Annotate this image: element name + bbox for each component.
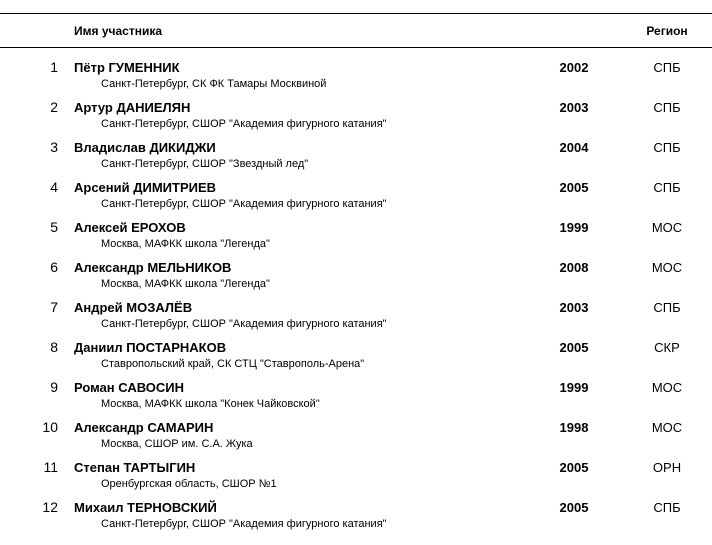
participant-number: 9 [50, 379, 58, 395]
participant-row [0, 59, 712, 99]
participant-name: Александр САМАРИН [74, 420, 214, 435]
participant-birth-year: 1998 [559, 420, 589, 435]
table-header [0, 15, 712, 47]
participant-region: СПБ [653, 500, 681, 515]
participant-name: Пётр ГУМЕННИК [74, 60, 180, 75]
participant-name: Владислав ДИКИДЖИ [74, 140, 216, 155]
participant-name: Артур ДАНИЕЛЯН [74, 100, 191, 115]
participant-number: 1 [50, 59, 58, 75]
participant-row [0, 99, 712, 139]
participant-row [0, 179, 712, 219]
participant-name: Роман САВОСИН [74, 380, 185, 395]
participant-birth-year: 2005 [559, 500, 589, 515]
participant-name: Александр МЕЛЬНИКОВ [74, 260, 232, 275]
participant-birth-year: 1999 [559, 380, 589, 395]
participant-region: СПБ [653, 140, 681, 155]
participant-birth-year: 2005 [559, 460, 589, 475]
participant-row [0, 259, 712, 299]
participant-number: 10 [42, 419, 58, 435]
participant-row [0, 139, 712, 179]
participant-number: 3 [50, 139, 58, 155]
participant-region: СПБ [653, 100, 681, 115]
header-rule [0, 47, 712, 48]
participant-club: Москва, МАФКК школа "Легенда" [101, 238, 270, 250]
participant-region: МОС [651, 260, 683, 275]
participant-number: 2 [50, 99, 58, 115]
participant-row [0, 219, 712, 259]
participant-row [0, 419, 712, 459]
participant-row [0, 459, 712, 499]
participant-region: СПБ [653, 300, 681, 315]
participant-row [0, 499, 712, 539]
participant-birth-year: 2005 [559, 180, 589, 195]
participant-name: Алексей ЕРОХОВ [74, 220, 186, 235]
participant-club: Санкт-Петербург, СШОР "Академия фигурного катания" [101, 518, 387, 530]
participant-club: Москва, МАФКК школа "Легенда" [101, 278, 270, 290]
participant-number: 4 [50, 179, 58, 195]
participant-number: 6 [50, 259, 58, 275]
participant-club: Москва, СШОР им. С.А. Жука [101, 438, 253, 450]
participant-name: Андрей МОЗАЛЁВ [74, 300, 193, 315]
participant-birth-year: 2002 [559, 60, 589, 75]
column-header-name: Имя участника [74, 24, 163, 38]
participant-region: СКР [654, 340, 680, 355]
participant-club: Санкт-Петербург, СШОР "Академия фигурного катания" [101, 198, 387, 210]
participant-region: МОС [651, 380, 683, 395]
participant-region: ОРН [652, 460, 682, 475]
participant-region: СПБ [653, 60, 681, 75]
participant-birth-year: 2004 [559, 140, 589, 155]
participant-number: 7 [50, 299, 58, 315]
participant-club: Санкт-Петербург, СК ФК Тамары Москвиной [101, 78, 327, 90]
participant-birth-year: 2005 [559, 340, 589, 355]
participant-region: СПБ [653, 180, 681, 195]
participant-row [0, 299, 712, 339]
participant-number: 8 [50, 339, 58, 355]
participant-number: 5 [50, 219, 58, 235]
participant-birth-year: 2008 [559, 260, 589, 275]
participant-number: 12 [42, 499, 58, 515]
participant-list [0, 59, 712, 539]
participant-number: 11 [43, 459, 58, 475]
participant-row [0, 379, 712, 419]
participant-name: Арсений ДИМИТРИЕВ [74, 180, 217, 195]
participant-row [0, 339, 712, 379]
participant-name: Даниил ПОСТАРНАКОВ [74, 340, 227, 355]
participant-name: Степан ТАРТЫГИН [74, 460, 196, 475]
participant-club: Санкт-Петербург, СШОР "Академия фигурного катания" [101, 118, 387, 130]
participant-club: Москва, МАФКК школа "Конек Чайковской" [101, 398, 320, 410]
participant-name: Михаил ТЕРНОВСКИЙ [74, 500, 217, 515]
participant-region: МОС [651, 420, 683, 435]
column-header-region: Регион [646, 24, 688, 38]
participant-club: Ставропольский край, СК СТЦ "Ставрополь-Арена" [101, 358, 365, 370]
participant-club: Санкт-Петербург, СШОР "Академия фигурного катания" [101, 318, 387, 330]
participant-birth-year: 2003 [559, 100, 589, 115]
top-rule [0, 13, 712, 14]
participant-club: Санкт-Петербург, СШОР "Звездный лед" [101, 158, 309, 170]
participant-birth-year: 1999 [559, 220, 589, 235]
participant-club: Оренбургская область, СШОР №1 [101, 478, 277, 490]
participant-birth-year: 2003 [559, 300, 589, 315]
participant-region: МОС [651, 220, 683, 235]
